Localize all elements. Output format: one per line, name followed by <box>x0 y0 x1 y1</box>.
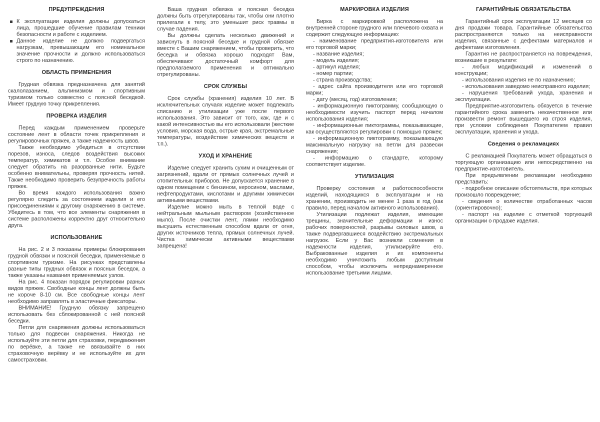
paragraph: Ваша грудная обвязка и поясная беседка должны быть отрегулированы так, чтобы они плотно прилегали к телу, это уменьшит риск травмы в случае падения. <box>157 6 294 32</box>
section-heading: ОБЛАСТЬ ПРИМЕНЕНИЯ <box>41 69 112 76</box>
section-heading: ПРОВЕРКА ИЗДЕЛИЯ <box>46 113 107 119</box>
list-item: - нарушения требований ухода, хранения и эксплуатации. <box>455 90 592 103</box>
list-item: - номер партии; <box>313 70 354 77</box>
paragraph: Изделие можно мыть в теплой воде с нейтральным мыльным раствором (хозяйственное мыло). После очистки лент, лямки необходимо высушить естественным способом вдали от огня, других источников тепла, прямых солнечных лучей. Чистка химически активными веществами запрещена! <box>157 204 294 249</box>
list-item: - модель изделия; <box>313 57 360 64</box>
paragraph: Проверку состояния и работоспособности изделий, находящихся в эксплуатации и на хранении, производить не менее 1 раза в год (как правило, перед началом активного использования). <box>306 185 443 211</box>
list-item: - страна производства; <box>313 77 372 83</box>
section-heading: ИСПОЛЬЗОВАНИЕ <box>50 234 103 241</box>
paragraph: Перед каждым применением проверьте состояние лент в области точек прикрепления и регулировочных пряжек, а также надежность швов. <box>8 125 145 144</box>
section-heading: СРОК СЛУЖБЫ <box>203 83 248 90</box>
paragraph: Срок службы (хранения) изделия 10 лет. В исключительных случаях изделие может подлежать списанию и утилизации уже после первого использования. Это зависит от того, как, где и с какой интенсивностью вы его использовали (жесткие условия, морская вода, острые края, экстремальные температуры, воздействие химических веществ и т.п.). <box>157 95 294 147</box>
list-item: - дату (месяц, год) изготовления; <box>313 96 397 103</box>
list-item: - информацию о стандарте, которому соответствует изделие. <box>306 155 443 168</box>
paragraph: С рекламацией Покупатель может обращаться в торгующую организацию или непосредственно на предприятие-изготовитель. <box>455 153 592 172</box>
list-item: - подробное описание обстоятельств, при которых произошло повреждение; <box>455 185 592 198</box>
paragraph: Вы должны сделать несколько движений и зависнуть в поясной беседке и грудной обвязке вместе с Вашим снаряжением, чтобы проверить, что беседка и обвязка хорошо подходят Вам, обеспечивают достаточный комфорт для предполагаемого применения и оптимально отрегулированы. <box>157 32 294 78</box>
paragraph: Грудная обвязка предназначена для занятий скалолазанием, альпинизмом и спортивным туризмом только совместно с поясной беседкой. Имеет грудную точку прикрепления. <box>8 81 145 107</box>
list-item: - информационную пиктограмму, сообщающую о необходимости изучить паспорт перед началом использования изделия; <box>306 103 443 122</box>
list-item: - использования заведомо неисправного изделия; <box>462 83 591 90</box>
section-heading: ГАРАНТИЙНЫЕ ОБЯЗАТЕЛЬСТВА <box>476 6 571 13</box>
list-item: - наименование предприятия-изготовителя или его торговой марки; <box>306 38 443 51</box>
section-heading: Сведения о рекламациях <box>487 141 560 147</box>
paragraph: Также необходимо убедиться в отсутствии порезов, износа, следов воздействия высоких температур, химикатов и т.п. Особое внимание следует обратить на разорванные нити. Будьте особенно внимательны, проверяя прочность нитей. Также необходимо проверить безупречность работы пряжек. <box>8 144 145 190</box>
text-column <box>455 7 592 422</box>
list-item: - информационные пиктограммы, показывающие, как осуществляются регулировки с помощью пряжек; <box>306 122 443 135</box>
text-column <box>157 7 294 422</box>
list-item: - паспорт на изделие с отметкой торгующей организации о продаже изделия. <box>455 211 592 224</box>
paragraph: Гарантия не распространяется на повреждения, возникшие в результате: <box>455 51 592 64</box>
section-heading: УХОД И ХРАНЕНИЕ <box>198 153 253 159</box>
paragraph: На рис. 4 показан порядок регулировки разных видов пряжек. Свободные концы лент должны быть не короче 8-10 см. Все свободные концы лент необходимо заправлять в эластичные фиксаторы. <box>8 279 145 305</box>
paragraph: На рис. 2 и 3 показаны примеры блокирования грудной обвязки и поясной беседки, применяемые в спортивном туризме. На рисунках представлены разные типы грудных обвязок и поясных беседок, а также указаны названия применяемых узлов. <box>8 246 145 279</box>
text-column <box>8 7 145 422</box>
list-item: - использования изделия не по назначению; <box>462 77 575 83</box>
bullet-item: К эксплуатации изделия должны допускаться лица, прошедшие обучение правилам техники безопасности и работе с изделием. <box>8 19 145 39</box>
paragraph: Петли для снаряжения должны использоваться только для подвески снаряжения. Никогда не используйте эти петли для страховки, передвижения по верёвке, а также не ввязывайте в них страховочную верёвку и не используйте их для самостраховки. <box>8 324 145 363</box>
section-heading: ПРЕДУПРЕЖДЕНИЯ <box>48 6 105 13</box>
section-heading: МАРКИРОВКА ИЗДЕЛИЯ <box>340 6 409 13</box>
list-item: - адрес сайта производителя или его торговой марки; <box>306 83 443 96</box>
paragraph: При предъявлении рекламации необходимо представить: <box>455 172 592 185</box>
paragraph: Гарантийный срок эксплуатации 12 месяцев со дня продажи товара. Гарантийные обязательства распространяются только на неисправности изделия, связанные с дефектами материалов и дефектами изготовления. <box>455 18 592 51</box>
list-item: - название изделия; <box>313 51 364 57</box>
paragraph: Во время каждого использования важно регулярно следить за состоянием изделия и его присоединениями к другому снаряжению в системе. Убедитесь в том, что все элементы снаряжения в системе расположены корректно друг относительно друга. <box>8 190 145 229</box>
text-column <box>306 7 443 422</box>
bullet-item: Данное изделие не должно подвергаться нагрузкам, превышающим его номинальное значение прочности и должно использоваться строго по назначению. <box>8 38 145 64</box>
paragraph: Утилизации подлежат изделия, имеющие трещины, значительные деформации и износ рабочих поверхностей, разрывы силовых швов, а также подвергавшиеся воздействию экстремальных нагрузок. Если у Вас возникли сомнения в надежности изделия, утилизируйте его. Выбракованные изделия и их компоненты необходимо уничтожить любым доступным способом, чтобы исключить непреднамеренное использование третьими лицами. <box>306 211 443 276</box>
list-item: - любых модификаций и изменений в конструкции; <box>455 64 592 77</box>
paragraph: Изделие следует хранить сухим и очищенным от загрязнений, вдали от прямых солнечных лучей и отопительных приборов. Не допускается хранение в одном помещении с бензином, керосином, маслами, нефтепродуктами, кислотами и другими химически активными веществами. <box>157 165 294 204</box>
list-item: - информационную пиктограмму, показывающую максимальную нагрузку на петли для развески снаряжения; <box>306 135 443 155</box>
section-heading: УТИЛИЗАЦИЯ <box>355 173 394 180</box>
paragraph: Предприятие-изготовитель обязуется в течение гарантийного срока заменить некачественное или произвести ремонт вышедшего из строя изделия, при условии соблюдения Покупателем правил эксплуатации, хранения и ухода. <box>455 103 592 135</box>
paragraph: ВНИМАНИЕ! Грудную обвязку запрещено использовать без сблокированной с ней поясной беседки. <box>8 305 145 324</box>
list-item: - сведения о количестве отработанных часов (ориентировочно); <box>455 198 592 211</box>
paragraph: Бирка с маркировкой расположена на внутренней стороне грудного или плечевого охвата и содержит следующую информацию: <box>306 18 443 38</box>
list-item: - артикул изделия; <box>313 64 361 70</box>
